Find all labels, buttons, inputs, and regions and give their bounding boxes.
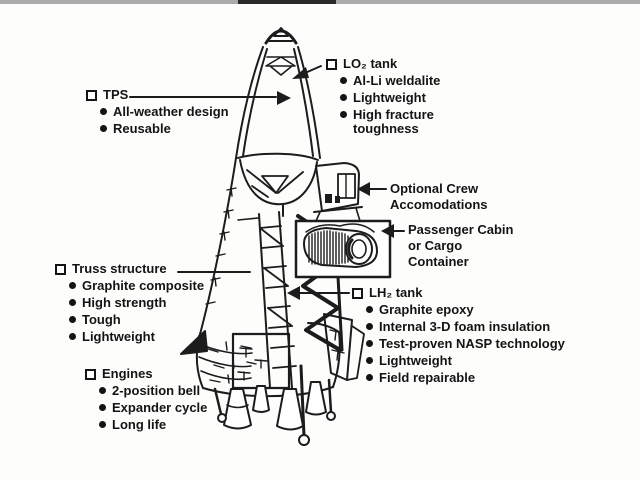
lo2-tank-dome [238, 154, 318, 216]
bullet-icon [69, 333, 76, 340]
bullet-icon [340, 111, 347, 118]
bullet-icon [99, 404, 106, 411]
cargo-container-callout-box [296, 221, 390, 277]
feature-text: Test-proven NASP technology [379, 336, 565, 351]
feature-text: Internal 3-D foam insulation [379, 319, 551, 334]
callout-truss-structure [55, 262, 204, 344]
callout-truss-header [55, 262, 204, 276]
feature-text: Expander cycle [112, 400, 208, 415]
list-item [340, 91, 449, 105]
bullet-icon [100, 125, 107, 132]
feature-text: Tough [82, 312, 121, 327]
callout-title: Engines [102, 366, 153, 381]
list-item [340, 108, 449, 136]
checkbox-square-icon [326, 59, 337, 70]
fuselage-left-skin [199, 158, 236, 338]
callout-lo2-header [326, 57, 449, 71]
list-item [366, 303, 565, 317]
bullet-icon [69, 316, 76, 323]
list-item [69, 330, 204, 344]
bullet-icon [366, 323, 373, 330]
list-item [100, 122, 229, 136]
list-item [366, 371, 565, 385]
label-optional-crew: Optional Crew Accomodations [390, 181, 488, 212]
feature-text: Lightweight [82, 329, 155, 344]
list-item [99, 384, 207, 398]
bullet-icon [340, 94, 347, 101]
callout-title: LO₂ tank [343, 56, 398, 71]
list-item [366, 354, 565, 368]
checkbox-square-icon [352, 288, 363, 299]
callout-lh2-tank [352, 286, 565, 385]
engine-bells [224, 382, 326, 430]
feature-text: Graphite composite [82, 278, 205, 293]
bullet-icon [366, 374, 373, 381]
bullet-icon [366, 306, 373, 313]
bullet-icon [100, 108, 107, 115]
bullet-icon [99, 421, 106, 428]
bullet-icon [69, 299, 76, 306]
feature-text: High fracture toughness [353, 107, 434, 136]
feature-text: All-weather design [113, 104, 229, 119]
aft-skirt [181, 314, 364, 396]
callout-engines-header [85, 367, 207, 381]
callout-tps [86, 88, 229, 136]
bullet-icon [99, 387, 106, 394]
feature-text: High strength [82, 295, 167, 310]
callout-tps-header [86, 88, 229, 102]
callout-engines [85, 367, 207, 432]
feature-text: 2-position bell [112, 383, 201, 398]
callout-lo2-tank [326, 57, 449, 136]
bullet-icon [340, 77, 347, 84]
list-item [366, 337, 565, 351]
callout-title: TPS [103, 87, 129, 102]
bullet-icon [69, 282, 76, 289]
checkbox-square-icon [55, 264, 66, 275]
lo2-leader-arrow [292, 66, 321, 79]
checkbox-square-icon [86, 90, 97, 101]
feature-text: Lightweight [379, 353, 452, 368]
feature-text: Reusable [113, 121, 171, 136]
crew-module [314, 163, 362, 221]
label-passenger-cabin: Passenger Cabin or Cargo Container [408, 222, 514, 269]
list-item [69, 279, 204, 293]
bullet-icon [366, 357, 373, 364]
feature-text: Al-Li weldalite [353, 73, 441, 88]
list-item [366, 320, 565, 334]
list-item [69, 313, 204, 327]
feature-text: Graphite epoxy [379, 302, 474, 317]
list-item [100, 105, 229, 119]
list-item [340, 74, 449, 88]
bullet-icon [366, 340, 373, 347]
checkbox-square-icon [85, 369, 96, 380]
callout-title: Truss structure [72, 261, 167, 276]
list-item [99, 401, 207, 415]
list-item [69, 296, 204, 310]
crew-leader-arrow [357, 182, 386, 196]
callout-title: LH₂ tank [369, 285, 423, 300]
feature-text: Long life [112, 417, 167, 432]
feature-text: Lightweight [353, 90, 426, 105]
list-item [99, 418, 207, 432]
callout-lh2-header [352, 286, 565, 300]
feature-text: Field repairable [379, 370, 476, 385]
